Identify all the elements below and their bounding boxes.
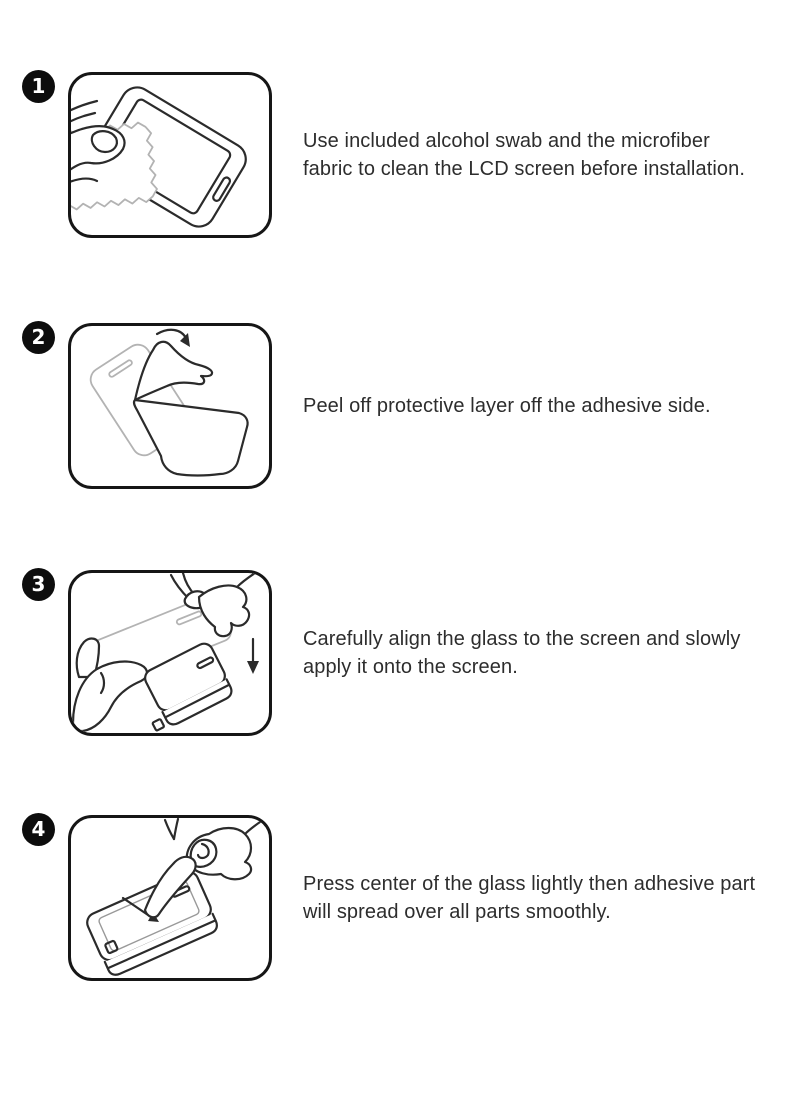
step-4-instructions: [303, 815, 795, 981]
protective-film-outline: [134, 342, 248, 476]
instruction-line: apply it onto the screen.: [303, 656, 518, 678]
down-arrow-icon: [247, 639, 259, 674]
align-glass-illustration: [71, 573, 269, 733]
step-1: [0, 70, 800, 240]
step-2-illustration-box: [68, 323, 272, 489]
step-4-number-badge: 4: [22, 813, 55, 846]
instruction-line: will spread over all parts smoothly.: [303, 901, 611, 923]
step-2: [0, 321, 800, 491]
clean-screen-illustration: [71, 75, 269, 235]
press-glass-illustration: [71, 818, 269, 978]
phone-outline: [84, 869, 220, 978]
peel-layer-illustration: [71, 326, 269, 486]
step-4: [0, 813, 800, 983]
step-4-illustration-box: [68, 815, 272, 981]
instruction-line: Press center of the glass lightly then adhesive part: [303, 872, 756, 895]
step-2-number-badge: 2: [22, 321, 55, 354]
instruction-line: fabric to clean the LCD screen before installation.: [303, 158, 746, 180]
instruction-line: Carefully align the glass to the screen and slowly: [303, 627, 741, 650]
instruction-line: Use included alcohol swab and the microfiber: [303, 129, 710, 152]
step-1-illustration-box: [68, 72, 272, 238]
step-2-instructions: [303, 323, 795, 489]
instruction-line: Peel off protective layer off the adhesive side.: [303, 394, 711, 417]
step-3: [0, 568, 800, 738]
step-1-number-badge: 1: [22, 70, 55, 103]
step-3-number-badge: 3: [22, 568, 55, 601]
step-3-illustration-box: [68, 570, 272, 736]
step-3-instructions: [303, 570, 795, 736]
step-1-instructions: [303, 72, 795, 238]
